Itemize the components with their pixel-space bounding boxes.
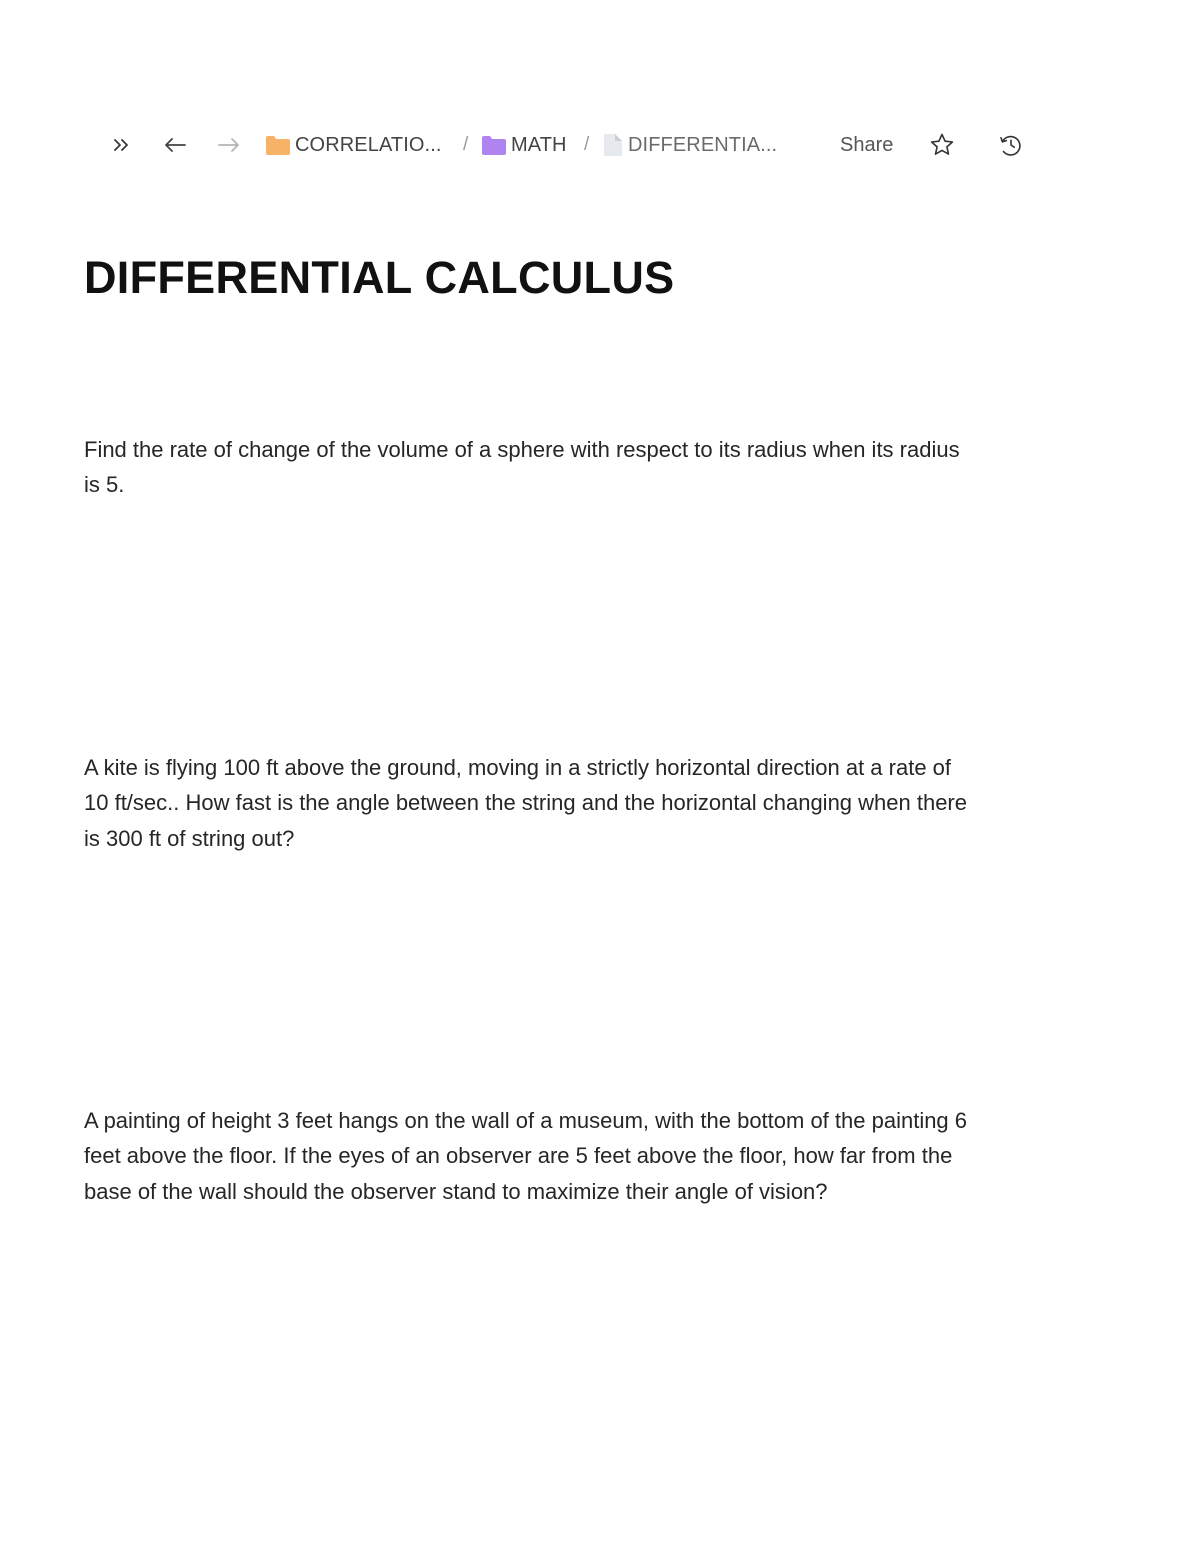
back-button[interactable] <box>162 124 188 166</box>
double-chevron-right-icon <box>112 137 132 153</box>
page-title: DIFFERENTIAL CALCULUS <box>84 252 675 303</box>
folder-icon <box>265 134 291 156</box>
favorite-button[interactable] <box>929 124 955 166</box>
breadcrumb-separator: / <box>584 134 590 155</box>
question-1: Find the rate of change of the volume of a sphere with respect to its radius when its radius is 5. <box>84 437 960 498</box>
star-icon <box>929 132 955 158</box>
breadcrumb-label: DIFFERENTIA... <box>628 133 778 156</box>
breadcrumb-separator: / <box>463 134 469 155</box>
folder-icon <box>481 134 507 156</box>
arrow-left-icon <box>162 136 188 154</box>
question-3: A painting of height 3 feet hangs on the wall of a museum, with the bottom of the painting 6 feet above the floor. If the eyes of an observer are 5 feet above the floor, how far from the base of the wall should the observer stand to maximize their angle of vision? <box>84 1108 968 1204</box>
clock-icon <box>998 132 1024 158</box>
arrow-right-icon <box>216 136 242 154</box>
breadcrumb-item-correlations[interactable] <box>265 124 442 166</box>
breadcrumb-item-differential[interactable] <box>602 124 777 166</box>
expand-sidebar-button[interactable] <box>112 124 132 166</box>
forward-button[interactable] <box>216 124 242 166</box>
breadcrumb-label: CORRELATIO... <box>295 133 442 156</box>
share-label: Share <box>840 133 894 156</box>
question-2: A kite is flying 100 ft above the ground, moving in a strictly horizontal direction at a rate of 10 ft/sec.. How fast is the angle between the string and the horizontal changing when there is 300 ft of string out? <box>84 755 967 851</box>
share-button[interactable] <box>840 124 893 166</box>
updates-button[interactable] <box>998 124 1024 166</box>
top-toolbar <box>0 124 1200 166</box>
breadcrumb-item-math[interactable] <box>481 124 567 166</box>
page-icon <box>602 133 624 157</box>
breadcrumb-label: MATH <box>511 133 567 156</box>
